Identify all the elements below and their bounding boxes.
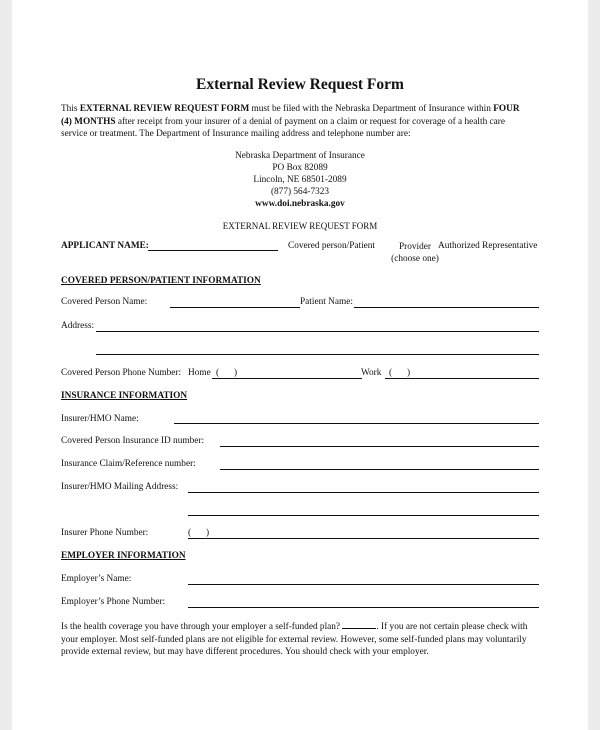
work-area-open: ( <box>389 368 393 378</box>
mailing-address-label: Insurer/HMO Mailing Address: <box>61 482 179 492</box>
hmo-name-field[interactable] <box>174 423 539 424</box>
patient-name-label: Patient Name: <box>300 297 353 307</box>
closing-text-1: Is the health coverage you have through your employer a self-funded plan? <box>61 622 343 632</box>
address-field-2[interactable] <box>96 354 539 355</box>
address-field-1[interactable] <box>96 331 539 332</box>
intro-paragraph <box>61 103 531 141</box>
address-line-1: Nebraska Department of Insurance <box>235 151 365 161</box>
choose-one-note: (choose one) <box>391 254 439 264</box>
work-phone-field[interactable] <box>385 378 539 379</box>
claim-number-label: Insurance Claim/Reference number: <box>61 459 196 469</box>
self-funded-answer-field[interactable] <box>342 619 376 629</box>
applicant-name-label: APPLICANT NAME: <box>61 241 149 251</box>
form-subtitle: EXTERNAL REVIEW REQUEST FORM <box>222 221 378 231</box>
insurer-area-close: ) <box>206 528 210 538</box>
form-page <box>12 0 588 730</box>
employer-phone-field[interactable] <box>188 607 539 608</box>
intro-bold-deadline: FOUR (4) MONTHS <box>61 104 520 127</box>
home-area-open: ( <box>216 368 220 378</box>
option-covered-person[interactable]: Covered person/Patient <box>288 241 376 251</box>
work-label: Work <box>361 368 382 378</box>
covered-name-label: Covered Person Name: <box>61 297 148 307</box>
option-authorized-rep[interactable]: Authorized Representative <box>438 241 538 251</box>
employer-section-heading: EMPLOYER INFORMATION <box>61 551 186 561</box>
home-phone-field[interactable] <box>212 378 362 379</box>
employer-name-label: Employer’s Name: <box>61 574 132 584</box>
address-website[interactable]: www.doi.nebraska.gov <box>255 199 345 209</box>
covered-phone-label: Covered Person Phone Number: <box>61 368 182 378</box>
applicant-name-field[interactable] <box>148 250 278 251</box>
employer-name-field[interactable] <box>188 584 539 585</box>
intro-text-1: This <box>61 104 80 114</box>
covered-name-field[interactable] <box>170 307 300 308</box>
closing-text-2: . If you are not certain please check with your employer. Most self-funded plans are not eligible for external review. However, some self-funded plans may voluntarily provide external review, but may have different procedures. You should check with your employer. <box>61 622 528 658</box>
insurance-id-label: Covered Person Insurance ID number: <box>61 436 205 446</box>
patient-name-field[interactable] <box>354 307 539 308</box>
address-phone: (877) 564-7323 <box>270 187 330 197</box>
intro-text-3: after receipt from your insurer of a denial of payment on a claim or request for coverage of a health care service or treatment. The Department of Insurance mailing address and telephone number are: <box>61 116 506 140</box>
intro-text-2: must be filed with the Nebraska Department of Insurance within <box>249 104 494 114</box>
employer-phone-label: Employer’s Phone Number: <box>61 597 166 607</box>
mailing-address-field-1[interactable] <box>188 492 539 493</box>
insurance-section-heading: INSURANCE INFORMATION <box>61 391 188 401</box>
covered-section-heading: COVERED PERSON/PATIENT INFORMATION <box>61 276 261 286</box>
insurer-phone-label: Insurer Phone Number: <box>61 528 149 538</box>
insurer-phone-field[interactable] <box>188 538 539 539</box>
address-label: Address: <box>61 321 95 331</box>
address-line-2: PO Box 82089 <box>272 163 328 173</box>
form-title: External Review Request Form <box>196 76 404 93</box>
mailing-address-field-2[interactable] <box>188 515 539 516</box>
claim-number-field[interactable] <box>220 469 539 470</box>
home-label: Home <box>188 368 211 378</box>
insurer-area-open: ( <box>188 528 192 538</box>
closing-paragraph <box>61 619 541 659</box>
insurance-id-field[interactable] <box>220 446 539 447</box>
option-provider[interactable]: Provider <box>398 242 432 252</box>
home-area-close: ) <box>234 368 238 378</box>
work-area-close: ) <box>407 368 411 378</box>
intro-bold-form-name: EXTERNAL REVIEW REQUEST FORM <box>79 104 250 114</box>
address-line-3: Lincoln, NE 68501-2089 <box>253 175 347 185</box>
hmo-name-label: Insurer/HMO Name: <box>61 414 139 424</box>
